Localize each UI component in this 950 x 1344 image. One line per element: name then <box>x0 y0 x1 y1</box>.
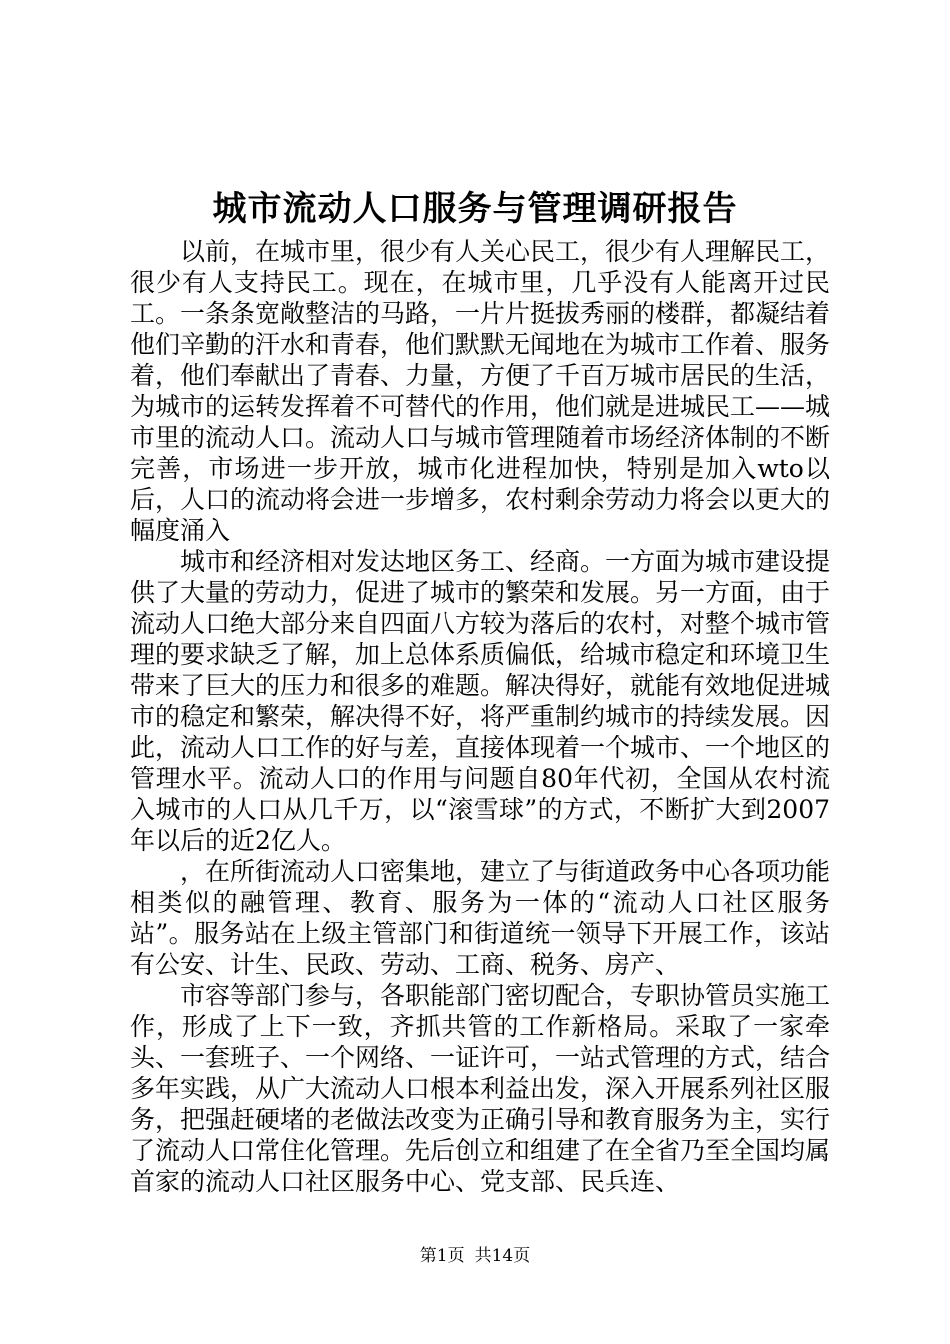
paragraph-3: ，在所街流动人口密集地，建立了与街道政务中心各项功能相类似的融管理、教育、服务为一体的“流动人口社区服务站”。服务站在上级主管部门和街道统一领导下开展工作，该站有公安、计生、民政、劳动、工商、税务、房产、 <box>130 857 831 979</box>
page-total: 共14页 <box>474 1246 531 1266</box>
page-footer <box>0 1245 950 1267</box>
paragraph-1: 以前，在城市里，很少有人关心民工，很少有人理解民工，很少有人支持民工。现在，在城市里，几乎没有人能离开过民工。一条条宽敞整洁的马路，一片片挺拔秀丽的楼群，都凝结着他们辛勤的汗水和青春，他们默默无闻地在为城市工作着、服务着，他们奉献出了青春、力量，方便了千百万城市居民的生活，为城市的运转发挥着不可替代的作用，他们就是进城民工——城市里的流动人口。流动人口与城市管理随着市场经济体制的不断完善，市场进一步开放，城市化进程加快，特别是加入wto以后，人口的流动将会进一步增多，农村剩余劳动力将会以更大的幅度涌入 <box>130 237 831 545</box>
page-number: 第1页 <box>419 1246 465 1266</box>
document-body <box>130 236 830 1197</box>
document-title: 城市流动人口服务与管理调研报告 <box>212 189 738 229</box>
paragraph-4: 市容等部门参与，各职能部门密切配合，专职协管员实施工作，形成了上下一致，齐抓共管的工作新格局。采取了一家牵头、一套班子、一个网络、一证许可，一站式管理的方式，结合多年实践，从广大流动人口根本利益出发，深入开展系列社区服务，把强赶硬堵的老做法改变为正确引导和教育服务为主，实行了流动人口常住化管理。先后创立和组建了在全省乃至全国均属首家的流动人口社区服务中心、党支部、民兵连、 <box>130 981 831 1196</box>
paragraph-2: 城市和经济相对发达地区务工、经商。一方面为城市建设提供了大量的劳动力，促进了城市的繁荣和发展。另一方面，由于流动人口绝大部分来自四面八方较为落后的农村，对整个城市管理的要求缺乏了解，加上总体系质偏低，给城市稳定和环境卫生带来了巨大的压力和很多的难题。解决得好，就能有效地促进城市的稳定和繁荣，解决得不好，将严重制约城市的持续发展。因此，流动人口工作的好与差，直接体现着一个城市、一个地区的管理水平。流动人口的作用与问题自80年代初，全国从农村流入城市的人口从几千万，以“滚雪球”的方式，不断扩大到2007年以后的近2亿人。 <box>130 547 831 855</box>
